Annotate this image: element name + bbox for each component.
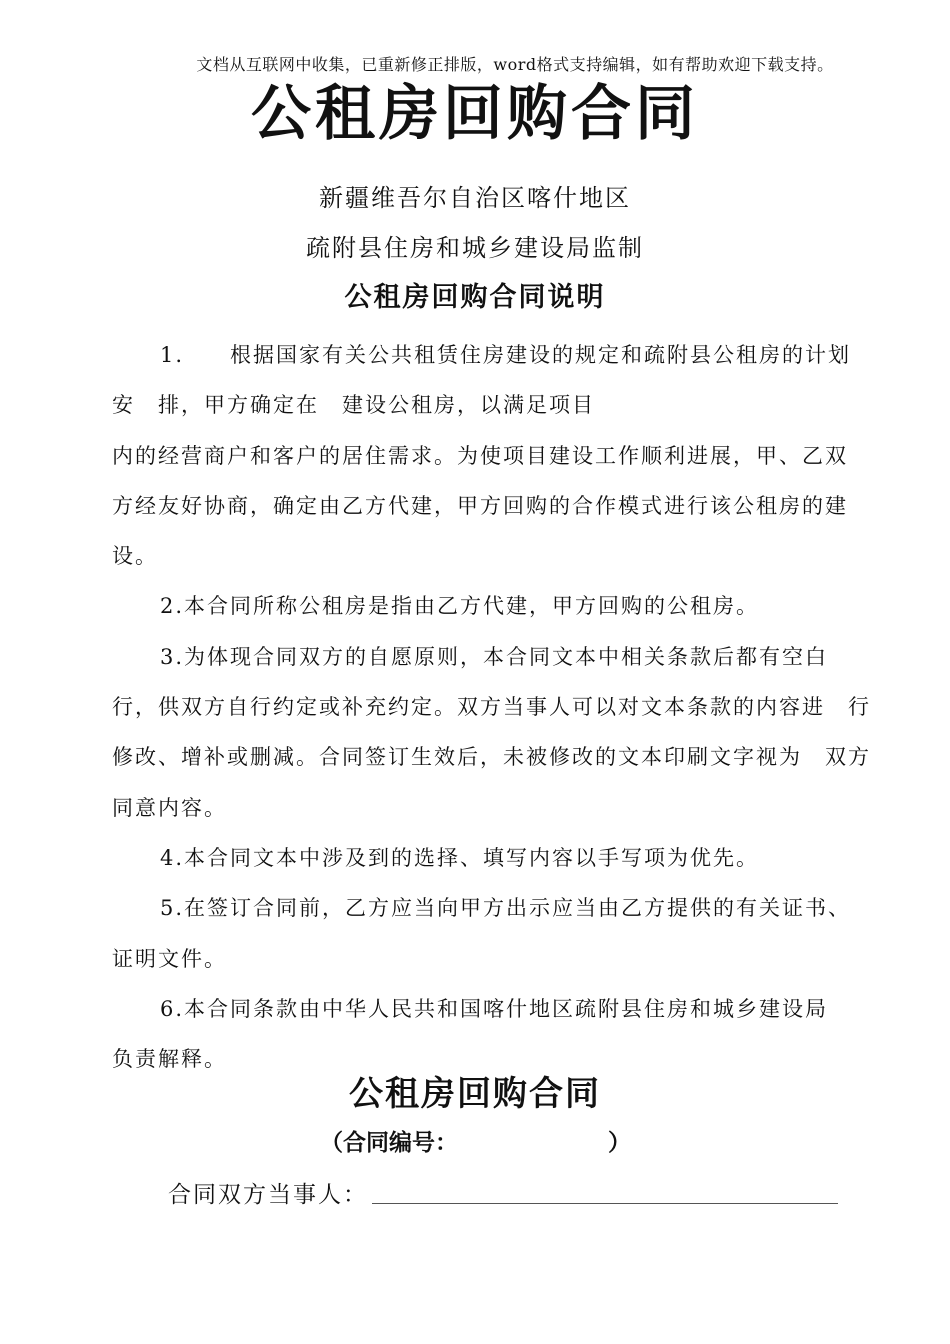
paragraph-4 — [112, 833, 840, 883]
paragraph-1 — [112, 330, 852, 380]
issuer-region: 新疆维吾尔自治区喀什地区 — [319, 184, 631, 212]
paragraph-3-line: 行，供双方自行约定或补充约定。双方当事人可以对文本条款的内容进 行 — [112, 695, 871, 720]
paragraph-1-continuation — [112, 380, 848, 581]
contract-number-suffix: ） — [608, 1130, 631, 1156]
paragraph-3-line: 3.为体现合同双方的自愿原则，本合同文本中相关条款后都有空白 — [160, 644, 829, 669]
contract-number — [320, 1124, 640, 1157]
parties-fill-line[interactable] — [372, 1203, 838, 1204]
paragraph-6-line: 负责解释。 — [112, 1047, 227, 1072]
contract-number-prefix: （合同编号： — [320, 1130, 458, 1156]
section-title-instructions: 公租房回购合同说明 — [344, 282, 606, 313]
paragraph-1-line: 方经友好协商，确定由乙方代建，甲方回购的合作模式进行该公租房的建 — [112, 493, 848, 518]
paragraph-2-line: 2.本合同所称公租房是指由乙方代建，甲方回购的公租房。 — [160, 594, 760, 619]
paragraph-3-line: 修改、增补或删减。合同签订生效后，未被修改的文本印刷文字视为 双方 — [112, 745, 871, 770]
header-note: 文档从互联网中收集，已重新修正排版，word格式支持编辑，如有帮助欢迎下载支持。 — [196, 55, 834, 74]
paragraph-3 — [112, 632, 840, 682]
paragraph-6-line: 6.本合同条款由中华人民共和国喀什地区疏附县住房和城乡建设局 — [160, 996, 829, 1021]
contract-title: 公租房回购合同 — [349, 1074, 601, 1114]
paragraph-4-line: 4.本合同文本中涉及到的选择、填写内容以手写项为优先。 — [160, 845, 760, 870]
paragraph-3-continuation — [112, 682, 871, 833]
paragraph-5 — [112, 883, 852, 933]
document-title: 公租房回购合同 — [251, 79, 699, 149]
paragraph-1-line: 安 排，甲方确定在 建设公租房，以满足项目 — [112, 393, 595, 418]
paragraph-5-line: 证明文件。 — [112, 946, 227, 971]
paragraph-1-line: 设。 — [112, 544, 158, 569]
parties-label: 合同双方当事人： — [168, 1182, 368, 1208]
paragraph-6 — [112, 984, 840, 1034]
paragraph-5-line: 5.在签订合同前，乙方应当向甲方出示应当由乙方提供的有关证书、 — [160, 896, 852, 921]
instructions-body — [112, 330, 871, 1084]
paragraph-1-line: 1. 根据国家有关公共租赁住房建设的规定和疏附县公租房的计划 — [160, 343, 852, 367]
paragraph-3-line: 同意内容。 — [112, 795, 227, 820]
paragraph-2 — [112, 581, 840, 631]
paragraph-5-continuation — [112, 934, 840, 984]
paragraph-1-line: 内的经营商户和客户的居住需求。为使项目建设工作顺利进展，甲、乙双 — [112, 443, 848, 468]
issuer-bureau: 疏附县住房和城乡建设局监制 — [306, 234, 644, 262]
